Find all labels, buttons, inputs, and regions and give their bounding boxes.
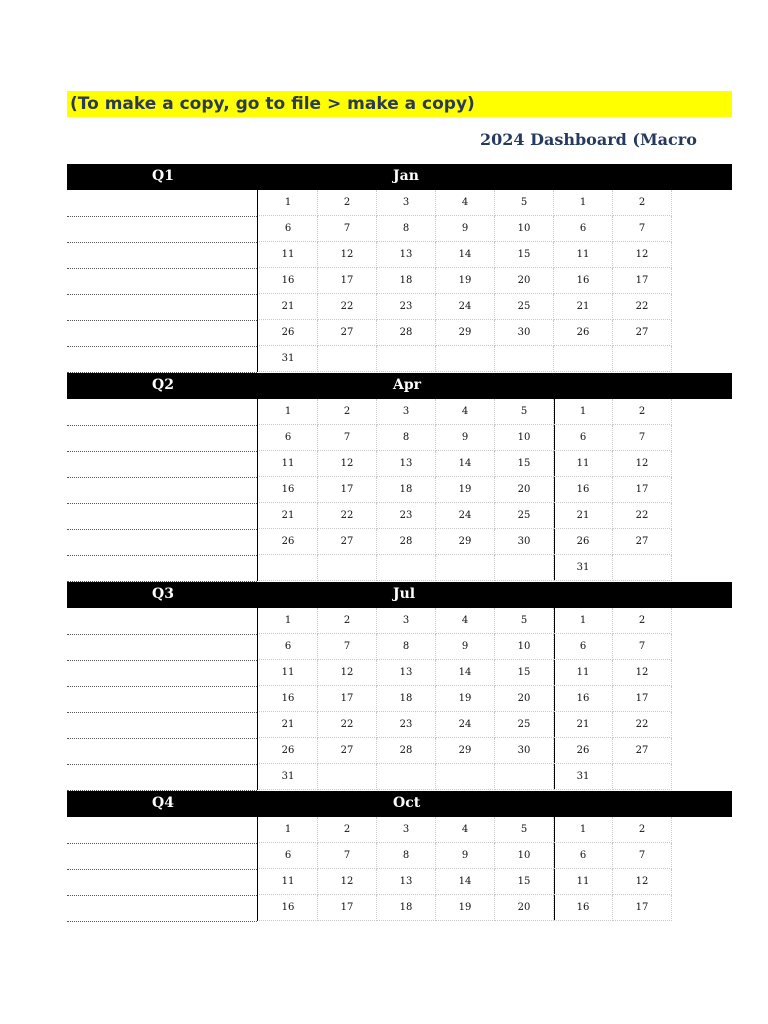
- day-cell[interactable]: 11: [259, 242, 318, 268]
- day-cell[interactable]: 8: [377, 843, 436, 869]
- day-cell[interactable]: 4: [436, 399, 495, 425]
- day-cell[interactable]: 13: [377, 660, 436, 686]
- day-cell[interactable]: 6: [554, 843, 613, 869]
- day-cell[interactable]: 17: [613, 895, 672, 921]
- day-cell[interactable]: 11: [259, 869, 318, 895]
- day-cell[interactable]: 8: [377, 425, 436, 451]
- day-cell[interactable]: 17: [318, 477, 377, 503]
- day-cell[interactable]: 31: [554, 555, 613, 581]
- day-cell[interactable]: 21: [259, 712, 318, 738]
- day-cell[interactable]: 12: [318, 869, 377, 895]
- month-label: Jan: [393, 168, 419, 184]
- day-cell[interactable]: 15: [495, 242, 554, 268]
- day-cell[interactable]: 17: [318, 268, 377, 294]
- notes-cell[interactable]: [67, 242, 257, 269]
- day-cell[interactable]: 9: [436, 843, 495, 869]
- day-cell[interactable]: 11: [554, 242, 613, 268]
- notes-cell[interactable]: [67, 764, 257, 791]
- day-cell[interactable]: 2: [613, 190, 672, 216]
- day-cell[interactable]: 1: [259, 817, 318, 843]
- notes-cell[interactable]: [67, 843, 257, 870]
- day-cell[interactable]: 18: [377, 477, 436, 503]
- day-cell[interactable]: 6: [554, 634, 613, 660]
- day-cell[interactable]: 21: [554, 294, 613, 320]
- day-cell[interactable]: 1: [554, 608, 613, 634]
- day-cell[interactable]: 16: [259, 268, 318, 294]
- day-cell[interactable]: 1: [554, 190, 613, 216]
- day-cell[interactable]: 2: [318, 608, 377, 634]
- day-cell[interactable]: 27: [613, 529, 672, 555]
- day-cell[interactable]: 2: [613, 817, 672, 843]
- day-cell[interactable]: 12: [318, 242, 377, 268]
- day-cell[interactable]: 23: [377, 503, 436, 529]
- day-cell[interactable]: 24: [436, 712, 495, 738]
- notes-cell[interactable]: [67, 451, 257, 478]
- day-cell[interactable]: 7: [613, 843, 672, 869]
- notes-cell[interactable]: [67, 660, 257, 687]
- day-cell[interactable]: 26: [259, 320, 318, 346]
- day-cell[interactable]: 2: [318, 817, 377, 843]
- day-cell[interactable]: [318, 764, 377, 790]
- day-cell[interactable]: 11: [554, 451, 613, 477]
- day-cell[interactable]: 20: [495, 268, 554, 294]
- day-cell[interactable]: 30: [495, 320, 554, 346]
- day-cell[interactable]: 28: [377, 738, 436, 764]
- day-cell[interactable]: 14: [436, 869, 495, 895]
- day-cell[interactable]: 7: [318, 216, 377, 242]
- notes-column-divider: [257, 817, 258, 921]
- day-cell[interactable]: 12: [318, 451, 377, 477]
- day-cell[interactable]: 9: [436, 634, 495, 660]
- day-cell[interactable]: 22: [613, 503, 672, 529]
- day-cell[interactable]: 2: [613, 399, 672, 425]
- day-cell[interactable]: 4: [436, 190, 495, 216]
- notes-cell[interactable]: [67, 294, 257, 321]
- day-cell[interactable]: 3: [377, 190, 436, 216]
- notes-cell[interactable]: [67, 346, 257, 373]
- day-cell[interactable]: [318, 346, 377, 372]
- day-cell[interactable]: 22: [318, 294, 377, 320]
- day-cell[interactable]: [495, 346, 554, 372]
- day-cell[interactable]: 5: [495, 817, 554, 843]
- day-cell[interactable]: 24: [436, 294, 495, 320]
- day-cell[interactable]: 31: [259, 346, 318, 372]
- day-cell[interactable]: 29: [436, 529, 495, 555]
- dashboard-title: 2024 Dashboard (Macro: [480, 130, 697, 149]
- day-cell[interactable]: 16: [259, 477, 318, 503]
- notes-cell[interactable]: [67, 555, 257, 582]
- day-cell[interactable]: 6: [259, 634, 318, 660]
- notes-cell[interactable]: [67, 869, 257, 896]
- day-cell[interactable]: 9: [436, 425, 495, 451]
- day-cell[interactable]: 30: [495, 529, 554, 555]
- notes-column-divider: [257, 608, 258, 790]
- day-cell[interactable]: 26: [554, 320, 613, 346]
- day-cell[interactable]: 11: [259, 660, 318, 686]
- day-cell[interactable]: 21: [259, 294, 318, 320]
- day-cell[interactable]: 17: [613, 686, 672, 712]
- day-cell[interactable]: 22: [613, 294, 672, 320]
- day-cell[interactable]: 1: [554, 817, 613, 843]
- day-cell[interactable]: 15: [495, 869, 554, 895]
- day-cell[interactable]: 21: [259, 503, 318, 529]
- notes-cell[interactable]: [67, 425, 257, 452]
- day-cell[interactable]: 21: [554, 712, 613, 738]
- notes-cell[interactable]: [67, 268, 257, 295]
- notes-cell[interactable]: [67, 216, 257, 243]
- day-cell[interactable]: 16: [259, 895, 318, 921]
- quarter-header-bar: [67, 791, 732, 817]
- day-cell[interactable]: 17: [318, 686, 377, 712]
- day-cell[interactable]: [318, 555, 377, 581]
- day-cell[interactable]: [495, 764, 554, 790]
- notes-cell[interactable]: [67, 477, 257, 504]
- day-cell[interactable]: 11: [259, 451, 318, 477]
- day-cell[interactable]: 18: [377, 895, 436, 921]
- quarter-label: Q2: [152, 377, 174, 393]
- day-cell[interactable]: 12: [613, 242, 672, 268]
- day-cell[interactable]: 7: [318, 634, 377, 660]
- day-cell[interactable]: 5: [495, 608, 554, 634]
- notes-cell[interactable]: [67, 817, 257, 844]
- day-cell[interactable]: 2: [318, 399, 377, 425]
- notes-cell[interactable]: [67, 634, 257, 661]
- day-cell[interactable]: 28: [377, 320, 436, 346]
- day-cell[interactable]: 27: [613, 738, 672, 764]
- day-cell[interactable]: 22: [318, 503, 377, 529]
- day-cell[interactable]: 11: [554, 869, 613, 895]
- day-cell[interactable]: 27: [318, 320, 377, 346]
- day-cell[interactable]: 7: [613, 216, 672, 242]
- day-cell[interactable]: 25: [495, 712, 554, 738]
- day-cell[interactable]: [436, 555, 495, 581]
- day-cell[interactable]: 3: [377, 608, 436, 634]
- day-cell[interactable]: 19: [436, 477, 495, 503]
- quarter-label: Q3: [152, 586, 174, 602]
- day-cell[interactable]: 18: [377, 686, 436, 712]
- day-cell[interactable]: 12: [613, 660, 672, 686]
- notes-cell[interactable]: [67, 686, 257, 713]
- day-cell[interactable]: 8: [377, 216, 436, 242]
- day-cell[interactable]: 29: [436, 738, 495, 764]
- notes-cell[interactable]: [67, 738, 257, 765]
- day-cell[interactable]: 5: [495, 399, 554, 425]
- quarter-label: Q4: [152, 795, 174, 811]
- day-cell[interactable]: [377, 764, 436, 790]
- day-cell[interactable]: [436, 346, 495, 372]
- quarter-header-bar: [67, 373, 732, 399]
- day-cell[interactable]: 31: [259, 764, 318, 790]
- day-cell[interactable]: 6: [554, 216, 613, 242]
- notes-cell[interactable]: [67, 190, 257, 217]
- day-cell[interactable]: 19: [436, 686, 495, 712]
- day-cell[interactable]: [377, 555, 436, 581]
- day-cell[interactable]: 25: [495, 503, 554, 529]
- day-cell[interactable]: 8: [377, 634, 436, 660]
- copy-instructions-banner: [67, 91, 732, 117]
- day-cell[interactable]: 28: [377, 529, 436, 555]
- day-cell[interactable]: 2: [613, 608, 672, 634]
- month-label: Oct: [393, 795, 421, 811]
- notes-cell[interactable]: [67, 320, 257, 347]
- day-cell[interactable]: 22: [318, 712, 377, 738]
- day-cell[interactable]: 30: [495, 738, 554, 764]
- notes-cell[interactable]: [67, 608, 257, 635]
- notes-cell[interactable]: [67, 712, 257, 739]
- day-cell[interactable]: 17: [318, 895, 377, 921]
- day-cell[interactable]: 1: [259, 399, 318, 425]
- day-cell[interactable]: 12: [318, 660, 377, 686]
- day-cell[interactable]: [613, 346, 672, 372]
- day-cell[interactable]: 12: [613, 451, 672, 477]
- day-cell[interactable]: 6: [554, 425, 613, 451]
- day-cell[interactable]: 1: [554, 399, 613, 425]
- day-cell[interactable]: 7: [318, 843, 377, 869]
- day-cell[interactable]: 13: [377, 242, 436, 268]
- day-cell[interactable]: 11: [554, 660, 613, 686]
- day-cell[interactable]: 19: [436, 268, 495, 294]
- day-cell[interactable]: 10: [495, 843, 554, 869]
- day-cell[interactable]: 27: [613, 320, 672, 346]
- day-cell[interactable]: 26: [554, 738, 613, 764]
- day-cell[interactable]: 7: [613, 425, 672, 451]
- day-cell[interactable]: 26: [259, 529, 318, 555]
- day-cell[interactable]: 14: [436, 242, 495, 268]
- day-cell[interactable]: 24: [436, 503, 495, 529]
- day-cell[interactable]: 23: [377, 712, 436, 738]
- day-cell[interactable]: 15: [495, 660, 554, 686]
- notes-cell[interactable]: [67, 399, 257, 426]
- day-cell[interactable]: 16: [554, 477, 613, 503]
- day-cell[interactable]: 19: [436, 895, 495, 921]
- notes-cell[interactable]: [67, 503, 257, 530]
- quarter-header-bar: [67, 582, 732, 608]
- day-cell[interactable]: 14: [436, 451, 495, 477]
- day-cell[interactable]: 16: [554, 686, 613, 712]
- day-cell[interactable]: 7: [613, 634, 672, 660]
- day-cell[interactable]: 13: [377, 869, 436, 895]
- day-cell[interactable]: [613, 555, 672, 581]
- day-cell[interactable]: 29: [436, 320, 495, 346]
- day-cell[interactable]: 18: [377, 268, 436, 294]
- day-cell[interactable]: 10: [495, 425, 554, 451]
- day-cell[interactable]: 17: [613, 477, 672, 503]
- notes-column-divider: [257, 190, 258, 372]
- day-cell[interactable]: 16: [554, 895, 613, 921]
- day-cell[interactable]: 3: [377, 817, 436, 843]
- day-cell[interactable]: 6: [259, 216, 318, 242]
- month-label: Apr: [393, 377, 422, 393]
- day-cell[interactable]: 27: [318, 529, 377, 555]
- day-cell[interactable]: 26: [554, 529, 613, 555]
- day-cell[interactable]: [436, 764, 495, 790]
- day-cell[interactable]: 25: [495, 294, 554, 320]
- day-cell[interactable]: 17: [613, 268, 672, 294]
- copy-instructions-text: (To make a copy, go to file > make a copy): [70, 94, 475, 114]
- notes-cell[interactable]: [67, 529, 257, 556]
- day-cell[interactable]: 6: [259, 425, 318, 451]
- day-cell[interactable]: 6: [259, 843, 318, 869]
- day-cell[interactable]: 20: [495, 895, 554, 921]
- day-cell[interactable]: 5: [495, 190, 554, 216]
- day-cell[interactable]: 15: [495, 451, 554, 477]
- day-cell[interactable]: 27: [318, 738, 377, 764]
- day-cell[interactable]: 26: [259, 738, 318, 764]
- day-cell[interactable]: 10: [495, 216, 554, 242]
- day-cell[interactable]: 13: [377, 451, 436, 477]
- day-cell[interactable]: 20: [495, 686, 554, 712]
- notes-column-divider: [257, 399, 258, 581]
- day-cell[interactable]: 16: [554, 268, 613, 294]
- day-cell[interactable]: 22: [613, 712, 672, 738]
- day-cell[interactable]: 4: [436, 608, 495, 634]
- day-cell[interactable]: 31: [554, 764, 613, 790]
- day-cell[interactable]: 2: [318, 190, 377, 216]
- day-cell[interactable]: 7: [318, 425, 377, 451]
- day-cell[interactable]: 1: [259, 608, 318, 634]
- day-cell[interactable]: [613, 764, 672, 790]
- day-cell[interactable]: 16: [259, 686, 318, 712]
- day-cell[interactable]: [495, 555, 554, 581]
- day-cell[interactable]: 23: [377, 294, 436, 320]
- day-cell[interactable]: [259, 555, 318, 581]
- day-cell[interactable]: [377, 346, 436, 372]
- day-cell[interactable]: [554, 346, 613, 372]
- day-cell[interactable]: 3: [377, 399, 436, 425]
- day-cell[interactable]: 20: [495, 477, 554, 503]
- day-cell[interactable]: 14: [436, 660, 495, 686]
- day-cell[interactable]: 12: [613, 869, 672, 895]
- day-cell[interactable]: 21: [554, 503, 613, 529]
- notes-cell[interactable]: [67, 895, 257, 922]
- quarter-header-bar: [67, 164, 732, 190]
- month-label: Jul: [393, 586, 416, 602]
- day-cell[interactable]: 4: [436, 817, 495, 843]
- day-cell[interactable]: 9: [436, 216, 495, 242]
- day-cell[interactable]: 1: [259, 190, 318, 216]
- day-cell[interactable]: 10: [495, 634, 554, 660]
- quarter-label: Q1: [152, 168, 174, 184]
- dashboard-title-cell: [440, 130, 697, 154]
